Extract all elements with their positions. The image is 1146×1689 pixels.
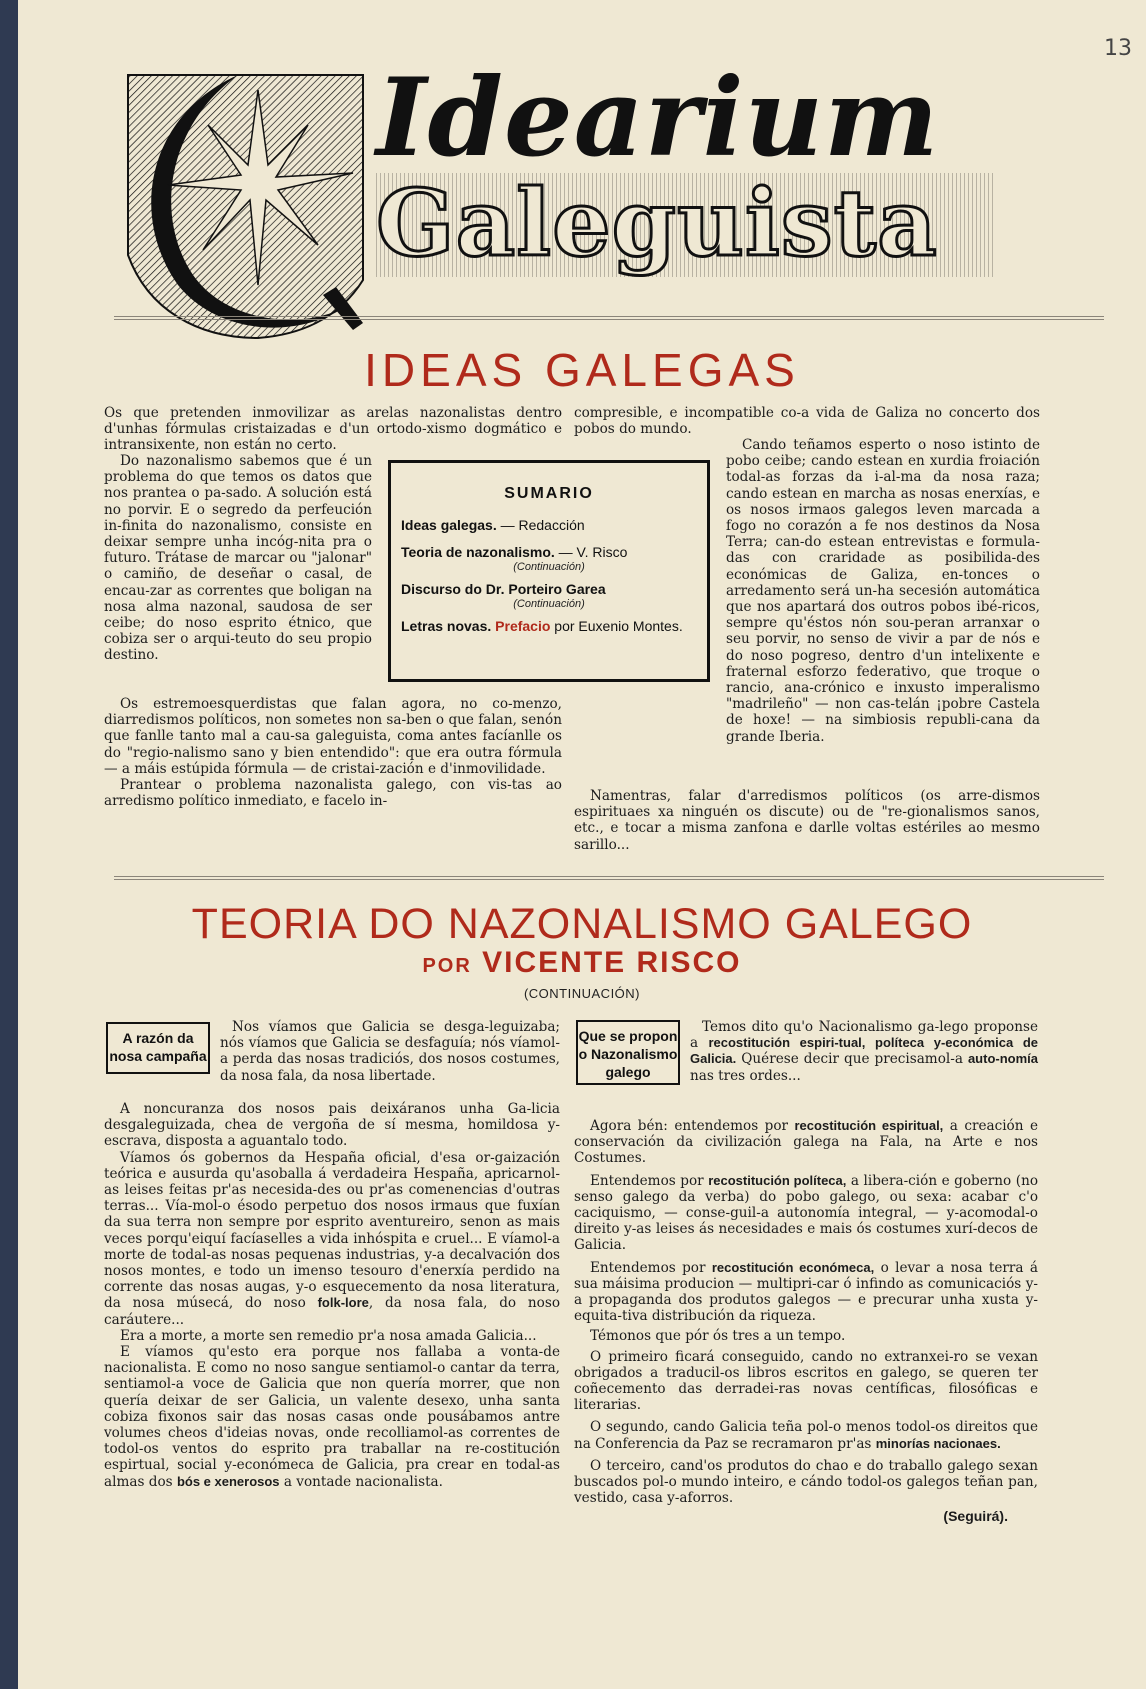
article-byline: POR VICENTE RISCO [422, 946, 742, 979]
paragraph: Víamos ós gobernos da Hespaña oficial, d'esa or-gaización teórica e ausurda qu'asoballa á verdadeira Hespaña, apricarnol-as leises feitas pr'as necesida-des ou pr'as comenencias d'outras terras... Vía-mol-o ésodo perpetuo dos nosos irmaus que fuxían da sua terra non sempre por esprito aventureiro, senon as mais veces porqu'eiquí facíaselles a vida inhóspita e cruel... E víamol-a morte de todal-as nosas pequenas industrias, y-a decalvación dos nosos montes, e todo un imenso tesouro d'enerxía perdido na corrente das nosas augas, y-o esquecemento da nosa literatura, da nosa músecá, do noso folk-lore, da nosa fala, do noso caráutere... [104, 1149, 560, 1328]
divider [114, 319, 1104, 320]
teoria-right-intro [690, 1019, 1038, 1084]
divider [114, 316, 1104, 317]
teoria-left-intro [220, 1019, 560, 1084]
ideas-col-top-left [104, 405, 562, 454]
ideas-col-left-narrow [104, 453, 372, 664]
paragraph: Nos víamos que Galicia se desga-leguizaba; nós víamos que Galicia se desfaguía; nós víamol-a perda das nosas tradiciós, dos nosos costumes, da nosa fala, da nosa libertade. [220, 1019, 560, 1084]
page-number: 13 [1104, 36, 1132, 61]
divider [114, 879, 1104, 880]
sumario-title: SUMARIO [504, 485, 594, 502]
paragraph: O segundo, cando Galicia teña pol-o menos todol-os direitos que na Conferencia da Paz se recramaron pr'as minorías nacionaes. [574, 1419, 1038, 1452]
sumario-cont: (Continuación) [513, 598, 585, 610]
article-title-ideas: IDEAS GALEGAS [364, 344, 800, 396]
masthead-title-line1: Idearium [376, 55, 940, 181]
paragraph: Era a morte, a morte sen remedio pr'a nosa amada Galicia... [120, 1327, 537, 1344]
paragraph: Os que pretenden inmovilizar as arelas nazonalistas dentro d'unhas fórmulas cristaizadas e d'un ortodo-xismo dogmático e intransixente, non están no certo. [104, 405, 562, 454]
paragraph: Do nazonalismo sabemos que é un problema do que temos os datos que nos prantea o pa-sado. A solución está no porvir. E o segredo da perfeución in-finita do nazonalismo, consiste en deixar sempre unha incóg-nita pra o futuro. Trátase de marcar ou "jalonar" o camiño, de deseñar o casal, de encau-zar as correntes que boligan na nosa alma nazonal, saudosa de ser ceibe; do noso esprito étnico, que cobiza ser o arqui-teuto do seu propio destino. [104, 453, 372, 664]
paragraph: Témonos que pór ós tres a un tempo. [590, 1328, 846, 1345]
ideas-col-left-bottom [104, 696, 562, 809]
sumario-item: Discurso do Dr. Porteiro Garea [401, 581, 606, 597]
teoria-left-col [104, 1101, 560, 1490]
paragraph: Entendemos por recostitución políteca, a libera-ción e goberno (no senso galego da verba) do pobo galego, ou sexa: acabar c'o caciquismo, — conse-guil-a autonomía integral, — y-acomodal-o direito y-as leises ás necesidades e mais ós costumes xurí-decos de Galicia. [574, 1172, 1039, 1254]
star-emblem-icon [108, 55, 388, 345]
masthead [108, 55, 1008, 345]
sumario-item: Teoria de nazonalismo. — V. Risco [401, 544, 628, 560]
article-title-teoria: TEORIA DO NAZONALISMO GALEGO [191, 900, 973, 948]
paragraph: Temos dito qu'o Nacionalismo ga-lego proponse a recostitución espiri-tual, políteca y-económica de Galicia. Quérese decir que precisamol-a auto-nomía nas tres ordes... [690, 1019, 1039, 1084]
paragraph: E víamos qu'esto era porque nos fallaba a vonta-de nacionalista. E como no noso sangue sentiamol-o cantar da terra, sentiamol-a voce de Galicia que non quería morrer, que non quería deixar de ser Galicia, un valente desexo, unha santa cobiza fixonos sair das nosas casas onde pousábamos antre volumes cheos d'ideias novas, onde recolliamol-as correntes de todol-os ventos do esprito pra traballar na re-costitución espirtual, social y-económeca de Galicia, pra crear en todal-as almas dos bós e xenerosos a vontade nacionalista. [104, 1344, 560, 1490]
paragraph: Cando teñamos esperto o noso istinto de pobo ceibe; cando estean en xurdia froiación todal-as forzas da i-al-ma da nosa raza; cando estean en marcha as nosas enerxías, e os nosos irmaos galegos leven marcada a fogo no corazón a fe nos destinos da Nosa Terra; can-do estean entrevistas e formula-das con craridade as posibilida-des económicas de Galiza, en-tonces o arredamento será un-ha secesión automática que nos apartará dos outros pobos ibé-ricos, sempre qu'éstos nón sou-peran arranxar o seu porvir, no senso de vivir a par de nós e do noso pogreso, dentro d'un intelixente e fraternal esforzo federativo, que troque o rancio, ana-crónico e inxusto imperalismo "madrileño" — non cas-telán ¡pobre Castela de hoxe! — na simbiosis republi-cana da grande Iberia. [726, 437, 1040, 745]
ideas-col-right-narrow [726, 437, 1040, 745]
masthead-title-line2: Galeguista [376, 169, 938, 277]
continuation-label: (CONTINUACIÓN) [523, 986, 641, 1001]
to-be-continued: (Seguirá). [943, 1508, 1008, 1525]
ideas-col-top-right [574, 405, 1040, 437]
paragraph: A noncuranza dos nosos pais deixáranos unha Ga-licia desgaleguizada, chea de vergoña de sí mesma, homildosa y-escrava, disposta a aguantalo todo. [104, 1101, 560, 1150]
sumario-item: Ideas galegas. — Redacción [401, 517, 585, 533]
paragraph: Entendemos por recostitución económeca, o levar a nosa terra á sua máisima producion — multipri-car ó infindo as comunicaciós y-a propaganda dos produtos galegos — e precurar unha xusta y-equita-tiva distribución da riqueza. [574, 1259, 1038, 1325]
sumario-cont: (Continuación) [513, 561, 585, 573]
paragraph: Agora bén: entendemos por recostitución espiritual, a creación e conservación da civilización galega na Fala, na Arte e nos Costumes. [574, 1118, 1038, 1167]
sumario-box [388, 460, 710, 682]
paragraph: O terceiro, cand'os produtos do chao e do traballo galego sexan buscados pol-o mundo inteiro, e cándo todol-os galegos teñan pan, vestido, casa y-aforros. [574, 1457, 1038, 1507]
divider [114, 876, 1104, 877]
sidehead-left: A razón da nosa campaña [106, 1022, 210, 1074]
paragraph: Namentras, falar d'arredismos políticos (os arre-dismos espirituaes xa ninguén os discute) ou de "re-gionalismos sanos, etc., e tocar a misma zanfona e darlle voltas estériles ao mesmo sarillo... [574, 788, 1040, 853]
paragraph: O primeiro ficará conseguido, cando no extranxei-ro se vexan obrigados a traducil-os libros escritos en galego, se queren ter coñecemento das derradei-ras novas centíficas, filosóficas e literarias. [574, 1348, 1038, 1414]
sidehead-right: Que se propon o Nazonalismo galego [576, 1020, 680, 1085]
sumario-item: Letras novas. Prefacio por Euxenio Montes. [401, 618, 683, 634]
ideas-col-right-bottom [574, 788, 1040, 853]
paragraph: Prantear o problema nazonalista galego, con vis-tas ao arredismo político inmediato, e facelo in- [104, 777, 562, 810]
newspaper-page [18, 0, 1146, 1689]
teoria-right-col [574, 1118, 1038, 1525]
paragraph: compresible, e incompatible co-a vida de Galiza no concerto dos pobos do mundo. [574, 405, 1040, 438]
paragraph: Os estremoesquerdistas que falan agora, no co-menzo, diarredismos políticos, non sometes non sa-ben o que falan, senón que fanlle tanto mal a cau-sa galeguista, coma antes facíanlle os do "regio-nalismo sano y bien entendido": que era outra fórmula — a máis estúpida fórmula — de cristai-zación e d'inmovilidade. [104, 696, 562, 777]
